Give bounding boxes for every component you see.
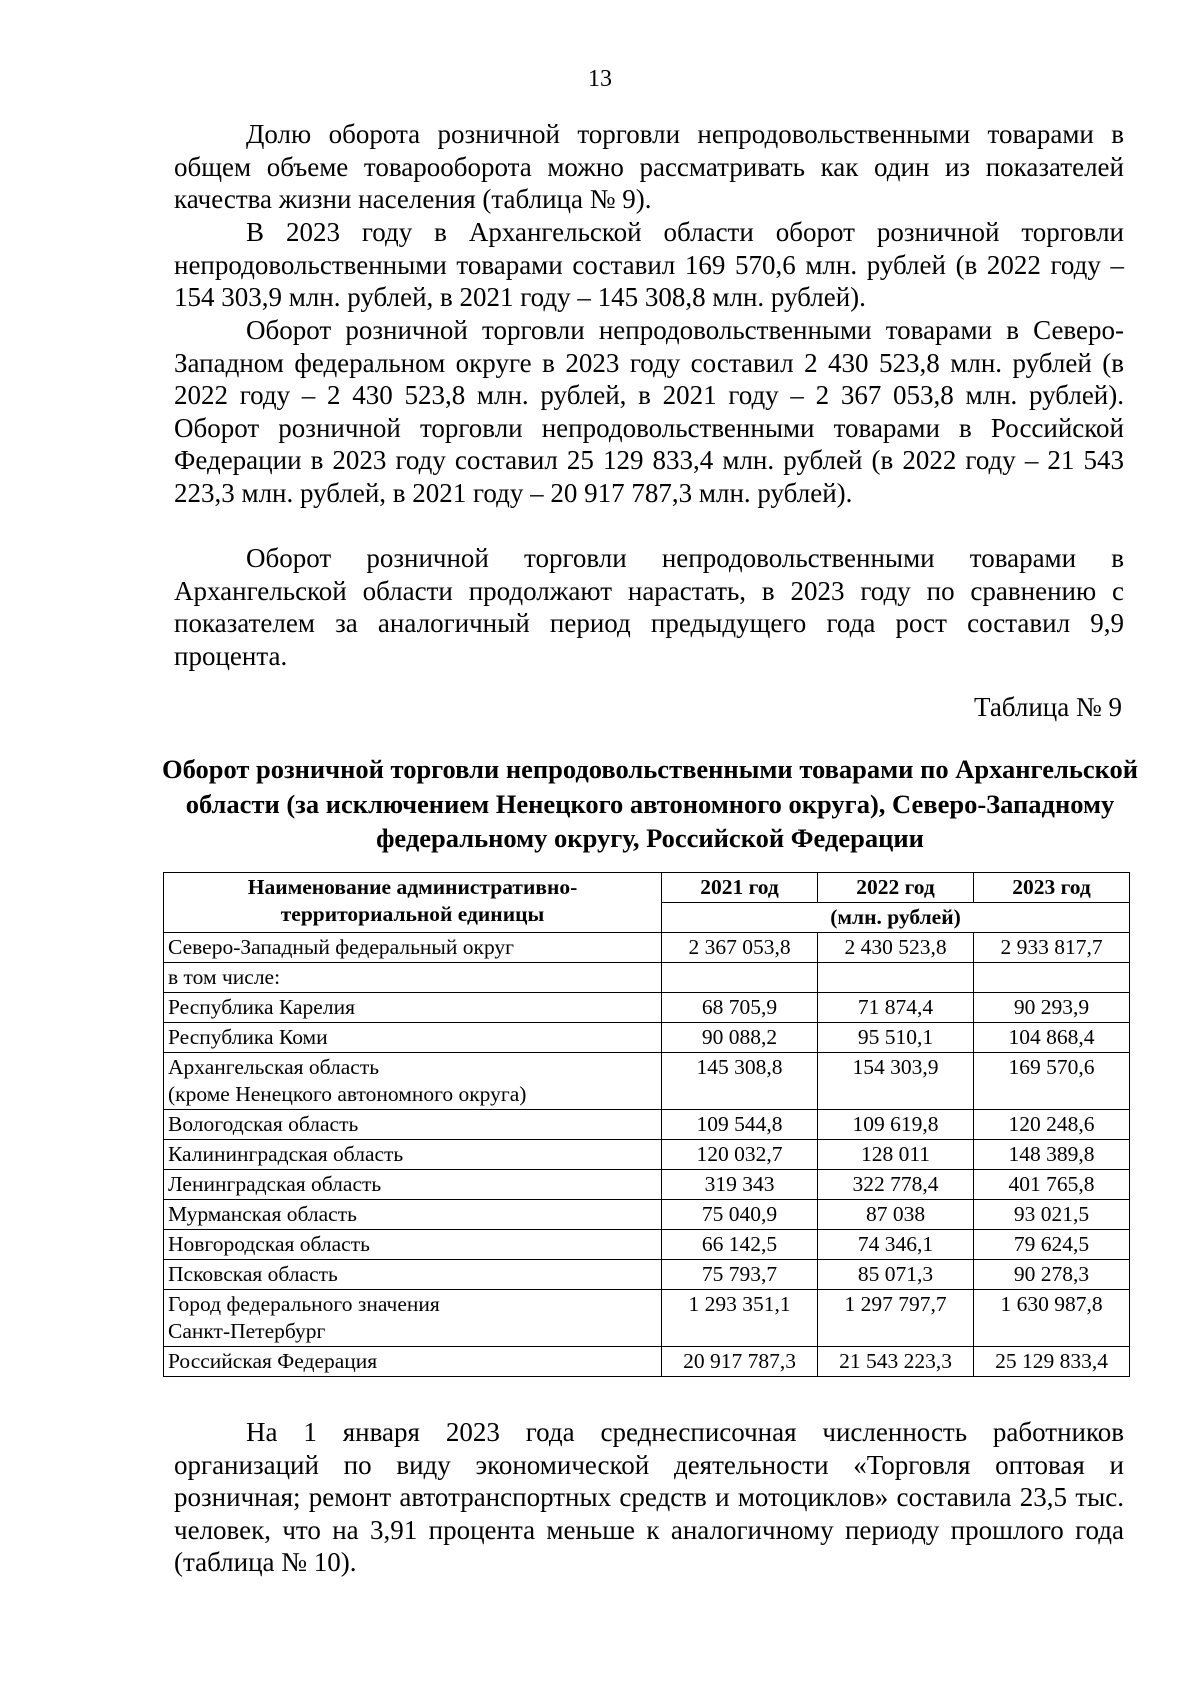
value-2022: 322 778,4 bbox=[818, 1170, 974, 1200]
paragraph-growth: Оборот розничной торговли непродовольственными товарами в Архангельской области продолжают нарастать, в 2023 году по сравнению с показателем за аналогичный период предыдущего года рост составил 9,9 процента. bbox=[174, 543, 1124, 671]
value-2021: 1 293 351,1 bbox=[662, 1290, 818, 1347]
table-row bbox=[164, 1290, 1130, 1347]
table-body bbox=[164, 933, 1130, 1377]
header-units: (млн. рублей) bbox=[662, 903, 1130, 933]
value-2022: 1 297 797,7 bbox=[818, 1290, 974, 1347]
value-2023: 169 570,6 bbox=[974, 1053, 1130, 1110]
value-2022: 109 619,8 bbox=[818, 1110, 974, 1140]
table-row bbox=[164, 1347, 1130, 1377]
value-2023: 90 278,3 bbox=[974, 1260, 1130, 1290]
row-name-cell bbox=[164, 1170, 662, 1200]
value-2023: 25 129 833,4 bbox=[974, 1347, 1130, 1377]
value-2021: 319 343 bbox=[662, 1170, 818, 1200]
row-name-cell bbox=[164, 963, 662, 993]
row-name-cell bbox=[164, 1260, 662, 1290]
value-2022: 21 543 223,3 bbox=[818, 1347, 974, 1377]
value-2023: 104 868,4 bbox=[974, 1023, 1130, 1053]
value-2022: 95 510,1 bbox=[818, 1023, 974, 1053]
row-name-cell bbox=[164, 1140, 662, 1170]
row-name: Ленинградская область bbox=[168, 1172, 382, 1196]
value-2021: 75 793,7 bbox=[662, 1260, 818, 1290]
paragraph-employees: На 1 января 2023 года среднесписочная численность работников организаций по виду экономической деятельности «Торговля оптовая и розничная; ремонт автотранспортных средств и мотоциклов» составила 23,5 тыс. человек, что на 3,91 процента меньше к аналогичному периоду прошлого года (таблица № 10). bbox=[174, 1417, 1124, 1578]
value-2022 bbox=[818, 963, 974, 993]
value-2021: 20 917 787,3 bbox=[662, 1347, 818, 1377]
value-2022: 2 430 523,8 bbox=[818, 933, 974, 963]
row-name-cell bbox=[164, 1230, 662, 1260]
row-name-cell bbox=[164, 933, 662, 963]
row-name-continuation: (кроме Ненецкого автономного округа) bbox=[168, 1082, 527, 1106]
value-2022: 74 346,1 bbox=[818, 1230, 974, 1260]
paragraph-intro: Долю оборота розничной торговли непродовольственными товарами в общем объеме товарооборота можно рассматривать как один из показателей качества жизни населения (таблица № 9). bbox=[174, 119, 1124, 215]
table-row bbox=[164, 1230, 1130, 1260]
page-number: 13 bbox=[588, 66, 612, 92]
table-title: Оборот розничной торговли непродовольственными товарами по Архангельской области (за исключением Ненецкого автономного округа), Северо-Западному федеральному округу, Российской Федерации bbox=[161, 754, 1139, 853]
header-year-2021: 2021 год bbox=[662, 873, 818, 903]
value-2021: 68 705,9 bbox=[662, 993, 818, 1023]
table-row bbox=[164, 1200, 1130, 1230]
table-row bbox=[164, 933, 1130, 963]
row-name-cell bbox=[164, 1347, 662, 1377]
table-row bbox=[164, 1023, 1130, 1053]
value-2021 bbox=[662, 963, 818, 993]
table-row bbox=[164, 1140, 1130, 1170]
value-2023: 401 765,8 bbox=[974, 1170, 1130, 1200]
row-name: Вологодская область bbox=[168, 1112, 359, 1136]
row-name-cell bbox=[164, 1023, 662, 1053]
value-2021: 109 544,8 bbox=[662, 1110, 818, 1140]
table-row bbox=[164, 963, 1130, 993]
row-name: Калининградская область bbox=[168, 1142, 404, 1166]
table-row bbox=[164, 1053, 1130, 1110]
row-name: Город федерального значения bbox=[168, 1292, 440, 1316]
row-name: Мурманская область bbox=[168, 1202, 357, 1226]
value-2023: 1 630 987,8 bbox=[974, 1290, 1130, 1347]
row-name: Архангельская область bbox=[168, 1055, 380, 1079]
value-2022: 128 011 bbox=[818, 1140, 974, 1170]
paragraph-nwfd-rf: Оборот розничной торговли непродовольственными товарами в Северо-Западном федеральном округе в 2023 году составил 2 430 523,8 млн. рублей (в 2022 году – 2 430 523,8 млн. рублей, в 2021 году – 2 367 053,8 млн. рублей). Оборот розничной торговли непродовольственными товарами в Российской Федерации в 2023 году составил 25 129 833,4 млн. рублей (в 2022 году – 21 543 223,3 млн. рублей, в 2021 году – 20 917 787,3 млн. рублей). bbox=[174, 315, 1124, 508]
value-2022: 87 038 bbox=[818, 1200, 974, 1230]
value-2023: 120 248,6 bbox=[974, 1110, 1130, 1140]
value-2023 bbox=[974, 963, 1130, 993]
value-2021: 120 032,7 bbox=[662, 1140, 818, 1170]
row-name: Новгородская область bbox=[168, 1232, 370, 1256]
table-caption: Таблица № 9 bbox=[974, 692, 1122, 722]
row-name-cell bbox=[164, 1200, 662, 1230]
value-2021: 75 040,9 bbox=[662, 1200, 818, 1230]
value-2023: 148 389,8 bbox=[974, 1140, 1130, 1170]
header-year-2022: 2022 год bbox=[818, 873, 974, 903]
value-2021: 90 088,2 bbox=[662, 1023, 818, 1053]
row-name: Псковская область bbox=[168, 1262, 338, 1286]
value-2022: 71 874,4 bbox=[818, 993, 974, 1023]
row-name: Республика Коми bbox=[168, 1025, 328, 1049]
row-name: Северо-Западный федеральный округ bbox=[168, 935, 514, 959]
row-name-continuation: Санкт-Петербург bbox=[168, 1319, 326, 1343]
row-name: Российская Федерация bbox=[168, 1349, 378, 1373]
row-name: Республика Карелия bbox=[168, 995, 355, 1019]
retail-turnover-table bbox=[163, 872, 1130, 1377]
value-2021: 2 367 053,8 bbox=[662, 933, 818, 963]
value-2021: 66 142,5 bbox=[662, 1230, 818, 1260]
header-year-2023: 2023 год bbox=[974, 873, 1130, 903]
value-2023: 2 933 817,7 bbox=[974, 933, 1130, 963]
row-name: в том числе: bbox=[168, 965, 281, 989]
value-2022: 85 071,3 bbox=[818, 1260, 974, 1290]
table-row bbox=[164, 993, 1130, 1023]
table-row bbox=[164, 1260, 1130, 1290]
paragraph-arkhangelsk-2023: В 2023 году в Архангельской области оборот розничной торговли непродовольственными товарами составил 169 570,6 млн. рублей (в 2022 году – 154 303,9 млн. рублей, в 2021 году – 145 308,8 млн. рублей). bbox=[174, 217, 1124, 313]
row-name-cell bbox=[164, 993, 662, 1023]
table-header-row bbox=[164, 873, 1130, 903]
row-name-cell bbox=[164, 1053, 662, 1110]
value-2021: 145 308,8 bbox=[662, 1053, 818, 1110]
table-row bbox=[164, 1170, 1130, 1200]
value-2023: 90 293,9 bbox=[974, 993, 1130, 1023]
row-name-cell bbox=[164, 1290, 662, 1347]
value-2023: 79 624,5 bbox=[974, 1230, 1130, 1260]
header-name: Наименование административно-территориальной единицы bbox=[164, 873, 662, 933]
row-name-cell bbox=[164, 1110, 662, 1140]
table-row bbox=[164, 1110, 1130, 1140]
value-2023: 93 021,5 bbox=[974, 1200, 1130, 1230]
value-2022: 154 303,9 bbox=[818, 1053, 974, 1110]
